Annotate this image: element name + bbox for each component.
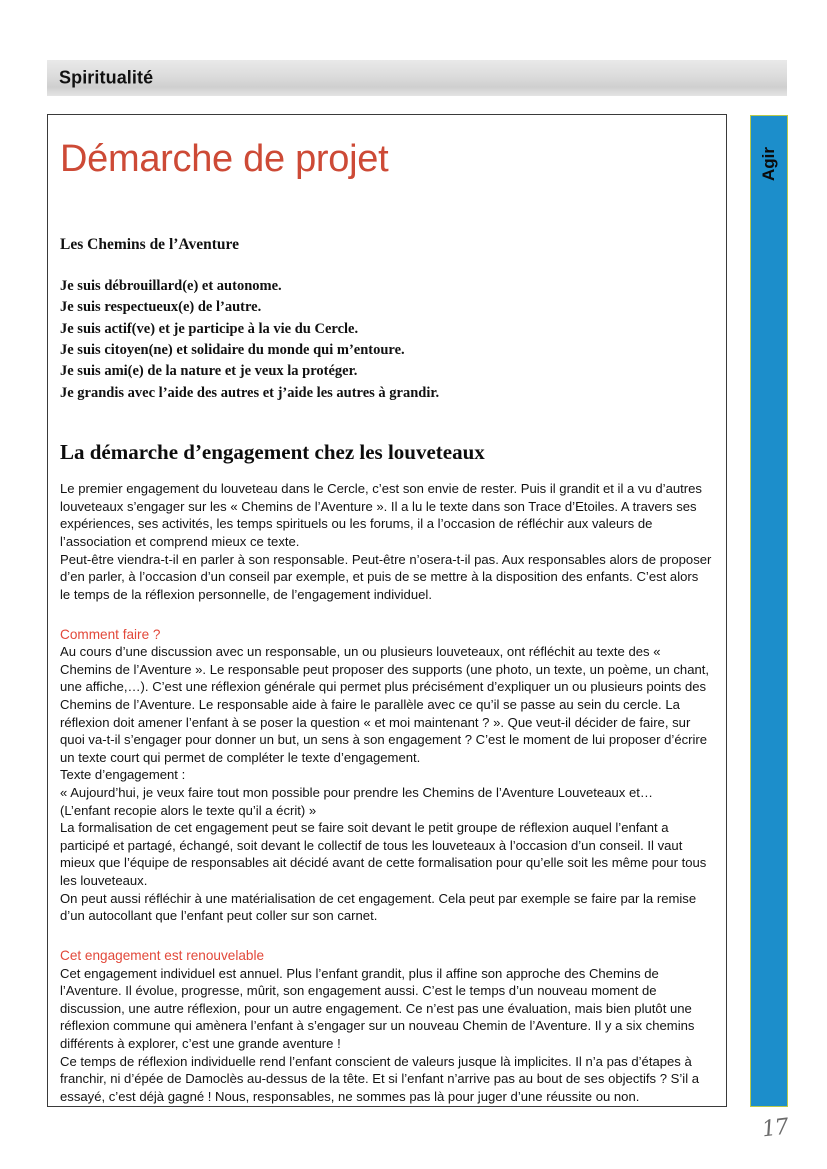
renewable-paragraph: Cet engagement individuel est annuel. Plus l’enfant grandit, plus il affine son approche des Chemins de l’Aventure. Il évolue, progresse, mûrit, son engagement aussi. C’est le temps d’un nouveau moment de discussion, une autre réflexion, pour un autre engagement. Ce n’est pas une évaluation, mais bien plutôt une réflexion commune qui amènera l’enfant à s’engager sur un nouveau Chemin de l’Aventure. Il y a six chemins différents à explorer, c’est une grande aventure ! [60, 965, 695, 1052]
how-to-engagement-note: (L’enfant recopie alors le texte qu’il a écrit) » [60, 802, 317, 818]
spacer [60, 604, 712, 626]
how-to-engagement-quote: « Aujourd’hui, je veux faire tout mon possible pour prendre les Chemins de l’Aventure Louveteaux et… [60, 785, 653, 801]
subsection-heading-renouvelable: Cet engagement est renouvelable [60, 947, 265, 963]
renewable-paragraph: Ce temps de réflexion individuelle rend l’enfant conscient de valeurs jusque là implicites. Il n’a pas d’étapes à franchir, ni d’épée de Damoclès au-dessus de la tête. Et si l’enfant n’arrive pas au bout de ses objectifs ? S’il a essayé, c’est déjà gagné ! Nous, responsables, ne sommes pas là pour juger d’une réussite ou non. [60, 1053, 700, 1104]
section-category-label: Spiritualité [59, 67, 154, 88]
intro-paragraph: Le premier engagement du louveteau dans le Cercle, c’est son envie de rester. Puis il grandit et il a vu d’autres louveteaux s’engager sur les « Chemins de l’Aventure ». Il a lu le texte dans son Trace d’Etoiles. A travers ses expériences, ses activités, les temps spirituels ou les forums, il a l’occasion de réfléchir aux valeurs de l’association et comprend mieux ce texte. [60, 481, 702, 550]
how-to-paragraph: On peut aussi réfléchir à une matérialisation de cet engagement. Cela peut par exemple se faire par la remise d’un autocollant que l’enfant peut coller sur son carnet. [60, 890, 697, 924]
how-to-engagement-label: Texte d’engagement : [60, 767, 186, 783]
page-title: Démarche de projet [60, 138, 389, 180]
creed-item: Je grandis avec l’aide des autres et j’aide les autres à grandir. [60, 384, 440, 401]
creed-item: Je suis respectueux(e) de l’autre. [60, 299, 262, 316]
creed-item: Je suis débrouillard(e) et autonome. [60, 278, 282, 295]
section-header-band [47, 60, 787, 96]
article-content-inner [60, 125, 712, 1104]
page-number: 17 [760, 1114, 790, 1143]
article-content-box [47, 114, 727, 1107]
side-tab-agir[interactable] [750, 115, 788, 1107]
how-to-paragraph: La formalisation de cet engagement peut se faire soit devant le petit groupe de réflexion auquel l’enfant a participé et partagé, échangé, soit devant le collectif de tous les louveteaux à l’occasion d’un conseil. Il vaut mieux que l’équipe de responsables ait décidé avant de cette formalisation pour qu’elle soit les même pour tous les louveteaux. [60, 820, 707, 889]
subsection-heading-comment-faire: Comment faire ? [60, 626, 161, 642]
article-subtitle: Les Chemins de l’Aventure [60, 235, 239, 253]
side-tab-label: Agir [759, 147, 778, 181]
how-to-paragraph: Au cours d’une discussion avec un responsable, un ou plusieurs louveteaux, ont réfléchit au texte des « Chemins de l’Aventure ». Le responsable peut proposer des supports (une photo, un texte, un poème, un chant, une affiche,…). C’est une réflexion générale qui permet plus précisément d’expliquer un ou plusieurs points des Chemins de l’Aventure. Le responsable aide à faire le parallèle avec ce qu’il se passe au sein du cercle. La réflexion doit amener l’enfant à se poser la question « et moi maintenant ? ». Que veut-il décider de faire, sur quoi va-t-il s’engager pour donner un but, un sens à son engagement ? C’est le moment de lui proposer d’écrire un texte court qui permet de compléter le texte d’engagement. [60, 644, 710, 765]
spacer [60, 925, 712, 947]
spacer [60, 465, 712, 480]
creed-item: Je suis actif(ve) et je participe à la vie du Cercle. [60, 320, 359, 337]
section-heading-engagement: La démarche d’engagement chez les louveteaux [60, 440, 485, 465]
creed-item: Je suis ami(e) de la nature et je veux la protéger. [60, 363, 358, 380]
creed-item: Je suis citoyen(ne) et solidaire du monde qui m’entoure. [60, 342, 405, 359]
creed-list [60, 276, 712, 404]
intro-paragraph: Peut-être viendra-t-il en parler à son responsable. Peut-être n’osera-t-il pas. Aux responsables alors de proposer d’en parler, à l’occasion d’un conseil par exemple, et puis de se mettre à la disposition des enfants. C’est alors le temps de la réflexion personnelle, de l’engagement individuel. [60, 551, 712, 602]
